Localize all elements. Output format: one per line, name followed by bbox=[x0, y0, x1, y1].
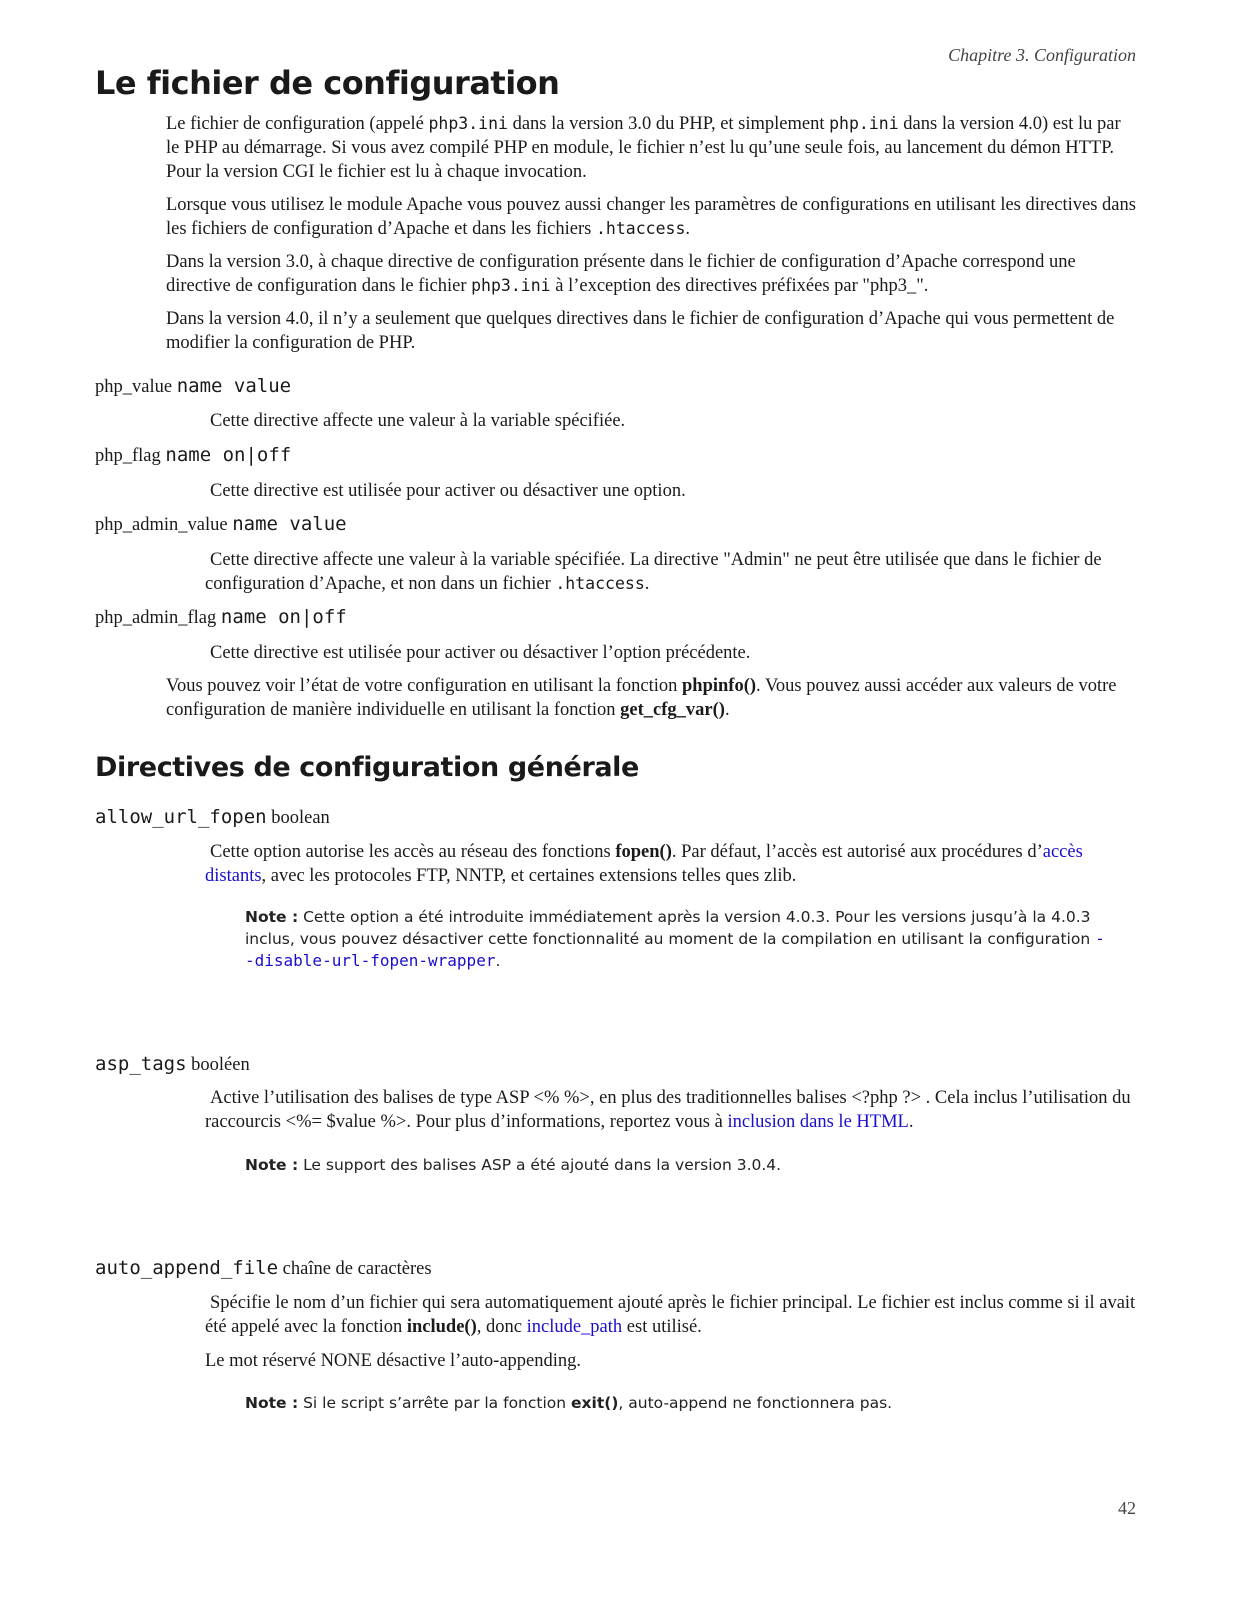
section-title: Le fichier de configuration bbox=[95, 64, 560, 102]
directive-description: Le mot réservé NONE désactive l’auto-appending. bbox=[205, 1351, 582, 1371]
directive-term: allow_url_fopen boolean bbox=[95, 806, 330, 828]
paragraph: Dans la version 3.0, à chaque directive de configuration présente dans le fichier de configuration d’Apache correspond une directive de configuration dans le fichier php3.ini à l’exception des directives préfixées par "php3_". bbox=[166, 252, 1076, 296]
running-header: Chapitre 3. Configuration bbox=[948, 45, 1136, 65]
directive-term: php_admin_flag name on|off bbox=[95, 606, 347, 628]
paragraph: Dans la version 4.0, il n’y a seulement que quelques directives dans le fichier de configuration d’Apache qui vous permettent de modifier la configuration de PHP. bbox=[166, 309, 1115, 353]
function-name: exit() bbox=[571, 1394, 619, 1412]
note: Note : Cette option a été introduite immédiatement après la version 4.0.3. Pour les versions jusqu’à la 4.0.3 inclus, vous pouvez désactiver cette fonctionnalité au moment de la compilation en utilisant la configuration --disable-url-fopen-wrapper. bbox=[245, 908, 1105, 970]
note-label: Note : bbox=[245, 1394, 299, 1412]
directive-term: asp_tags booléen bbox=[95, 1053, 250, 1075]
note-label: Note : bbox=[245, 1156, 299, 1174]
inline-code: php3.ini bbox=[471, 276, 551, 295]
paragraph: Vous pouvez voir l’état de votre configuration en utilisant la fonction phpinfo(). Vous pouvez aussi accéder aux valeurs de votre configuration de manière individuelle en utilisant la fonction get_cfg_var(). bbox=[166, 676, 1117, 720]
directive-term: auto_append_file chaîne de caractères bbox=[95, 1257, 432, 1279]
directive-description: Cette directive est utilisée pour activer ou désactiver l’option précédente. bbox=[210, 643, 751, 663]
note: Note : Le support des balises ASP a été ajouté dans la version 3.0.4. bbox=[245, 1156, 782, 1174]
section-title: Directives de configuration générale bbox=[95, 752, 639, 783]
page-number: 42 bbox=[1118, 1498, 1136, 1518]
directive-term: php_flag name on|off bbox=[95, 444, 292, 466]
function-name: get_cfg_var() bbox=[620, 700, 725, 720]
configure-option-link[interactable]: --disable-url-fopen-wrapper bbox=[245, 929, 1105, 970]
remote-access-link[interactable]: accès distants bbox=[205, 842, 1083, 886]
paragraph: Lorsque vous utilisez le module Apache vous pouvez aussi changer les paramètres de configurations en utilisant les directives dans les fichiers de configuration d’Apache et dans les fichiers .htaccess. bbox=[166, 195, 1136, 239]
inline-code: php3.ini bbox=[428, 114, 508, 133]
directive-description: Cette directive affecte une valeur à la variable spécifiée. bbox=[210, 411, 626, 431]
note-label: Note : bbox=[245, 908, 299, 926]
function-name: fopen() bbox=[615, 842, 672, 862]
note: Note : Si le script s’arrête par la fonction exit(), auto-append ne fonctionnera pas. bbox=[245, 1394, 893, 1412]
directive-term: php_value name value bbox=[95, 375, 292, 397]
directive-description: Cette option autorise les accès au réseau des fonctions fopen(). Par défaut, l’accès est autorisé aux procédures d’accès distants, avec les protocoles FTP, NNTP, et certaines extensions telles ques zlib. bbox=[205, 842, 1083, 886]
inline-code: .htaccess bbox=[555, 574, 645, 593]
html-inclusion-link[interactable]: inclusion dans le HTML bbox=[727, 1112, 909, 1132]
include-path-link[interactable]: include_path bbox=[526, 1317, 623, 1337]
paragraph: Le fichier de configuration (appelé php3.ini dans la version 3.0 du PHP, et simplement php.ini dans la version 4.0) est lu par le PHP au démarrage. Si vous avez compilé PHP en module, le fichier n’est lu qu’une seule fois, au lancement du démon HTTP. Pour la version CGI le fichier est lu à chaque invocation. bbox=[166, 114, 1121, 182]
inline-code: php.ini bbox=[829, 114, 899, 133]
directive-description: Spécifie le nom d’un fichier qui sera automatiquement ajouté après le fichier principal. Le fichier est inclus comme si il avait été appelé avec la fonction include(), donc include_path est utilisé. bbox=[205, 1293, 1136, 1337]
directive-description: Active l’utilisation des balises de type ASP <% %>, en plus des traditionnelles balises <?php ?> . Cela inclus l’utilisation du raccourcis <%= $value %>. Pour plus d’informations, reportez vous à inclusion dans le HTML. bbox=[205, 1088, 1131, 1132]
inline-code: .htaccess bbox=[595, 219, 686, 238]
directive-description: Cette directive est utilisée pour activer ou désactiver une option. bbox=[210, 481, 686, 501]
directive-description: Cette directive affecte une valeur à la variable spécifiée. La directive "Admin" ne peut être utilisée que dans le fichier de configuration d’Apache, et non dans un fichier .htaccess. bbox=[205, 550, 1102, 594]
directive-term: php_admin_value name value bbox=[95, 513, 347, 535]
function-name: phpinfo() bbox=[682, 676, 757, 696]
function-name: include() bbox=[406, 1317, 477, 1337]
